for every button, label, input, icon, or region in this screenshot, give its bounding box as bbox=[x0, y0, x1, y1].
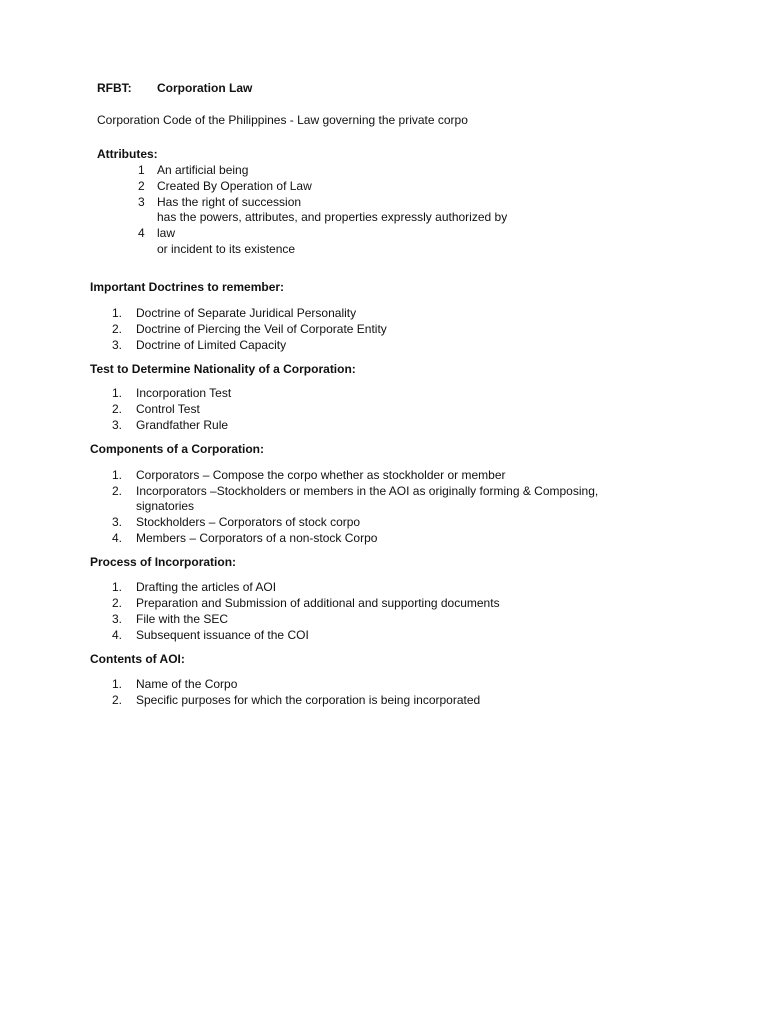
section-heading-components: Components of a Corporation: bbox=[90, 442, 264, 456]
list-number: 1. bbox=[112, 677, 123, 691]
list-item: Specific purposes for which the corporation is being incorporated bbox=[136, 693, 481, 707]
list-item: Name of the Corpo bbox=[136, 677, 238, 691]
list-number: 1. bbox=[112, 386, 123, 400]
list-item-continuation: signatories bbox=[136, 499, 195, 513]
list-item: Control Test bbox=[136, 402, 200, 416]
list-number: 2. bbox=[112, 402, 123, 416]
intro-line: Corporation Code of the Philippines - Law governing the private corpo bbox=[97, 113, 468, 127]
attribute-text-line2: law bbox=[157, 226, 176, 240]
list-item: Doctrine of Piercing the Veil of Corporate Entity bbox=[136, 322, 387, 336]
list-number: 2. bbox=[112, 322, 123, 336]
list-number: 1. bbox=[112, 306, 123, 320]
list-number: 1. bbox=[112, 580, 123, 594]
list-number: 3. bbox=[112, 418, 123, 432]
attribute-number: 2 bbox=[138, 179, 145, 193]
attribute-number: 1 bbox=[138, 163, 145, 177]
list-number: 4. bbox=[112, 628, 123, 642]
list-item: Corporators – Compose the corpo whether as stockholder or member bbox=[136, 468, 506, 482]
section-heading-doctrines: Important Doctrines to remember: bbox=[90, 280, 285, 294]
section-heading-process: Process of Incorporation: bbox=[90, 555, 237, 569]
list-number: 1. bbox=[112, 468, 123, 482]
attributes-heading: Attributes: bbox=[97, 147, 158, 161]
section-heading-nationality: Test to Determine Nationality of a Corporation: bbox=[90, 362, 356, 376]
list-number: 3. bbox=[112, 612, 123, 626]
list-number: 2. bbox=[112, 484, 123, 498]
list-number: 2. bbox=[112, 596, 123, 610]
list-item: Incorporation Test bbox=[136, 386, 232, 400]
attribute-text: Created By Operation of Law bbox=[157, 179, 312, 193]
list-number: 3. bbox=[112, 515, 123, 529]
list-item: Members – Corporators of a non-stock Corpo bbox=[136, 531, 378, 545]
list-item: Grandfather Rule bbox=[136, 418, 229, 432]
list-number: 2. bbox=[112, 693, 123, 707]
attribute-text-line1: has the powers, attributes, and properties expressly authorized by bbox=[157, 210, 508, 224]
list-item: Doctrine of Limited Capacity bbox=[136, 338, 287, 352]
list-item: Doctrine of Separate Juridical Personality bbox=[136, 306, 357, 320]
list-item: Stockholders – Corporators of stock corpo bbox=[136, 515, 361, 529]
list-item: Drafting the articles of AOI bbox=[136, 580, 277, 594]
attribute-number: 4 bbox=[138, 226, 145, 240]
subject-code: RFBT: bbox=[97, 81, 132, 95]
list-number: 3. bbox=[112, 338, 123, 352]
list-item: Incorporators –Stockholders or members in the AOI as originally forming & Composing, bbox=[136, 484, 599, 498]
subject-title: Corporation Law bbox=[157, 81, 253, 95]
section-heading-contents: Contents of AOI: bbox=[90, 652, 185, 666]
attribute-text: Has the right of succession bbox=[157, 195, 302, 209]
list-item: File with the SEC bbox=[136, 612, 229, 626]
list-item: Subsequent issuance of the COI bbox=[136, 628, 309, 642]
attribute-number: 3 bbox=[138, 195, 145, 209]
attribute-text: An artificial being bbox=[157, 163, 249, 177]
list-item: Preparation and Submission of additional and supporting documents bbox=[136, 596, 500, 610]
list-number: 4. bbox=[112, 531, 123, 545]
attribute-text-line3: or incident to its existence bbox=[157, 242, 296, 256]
